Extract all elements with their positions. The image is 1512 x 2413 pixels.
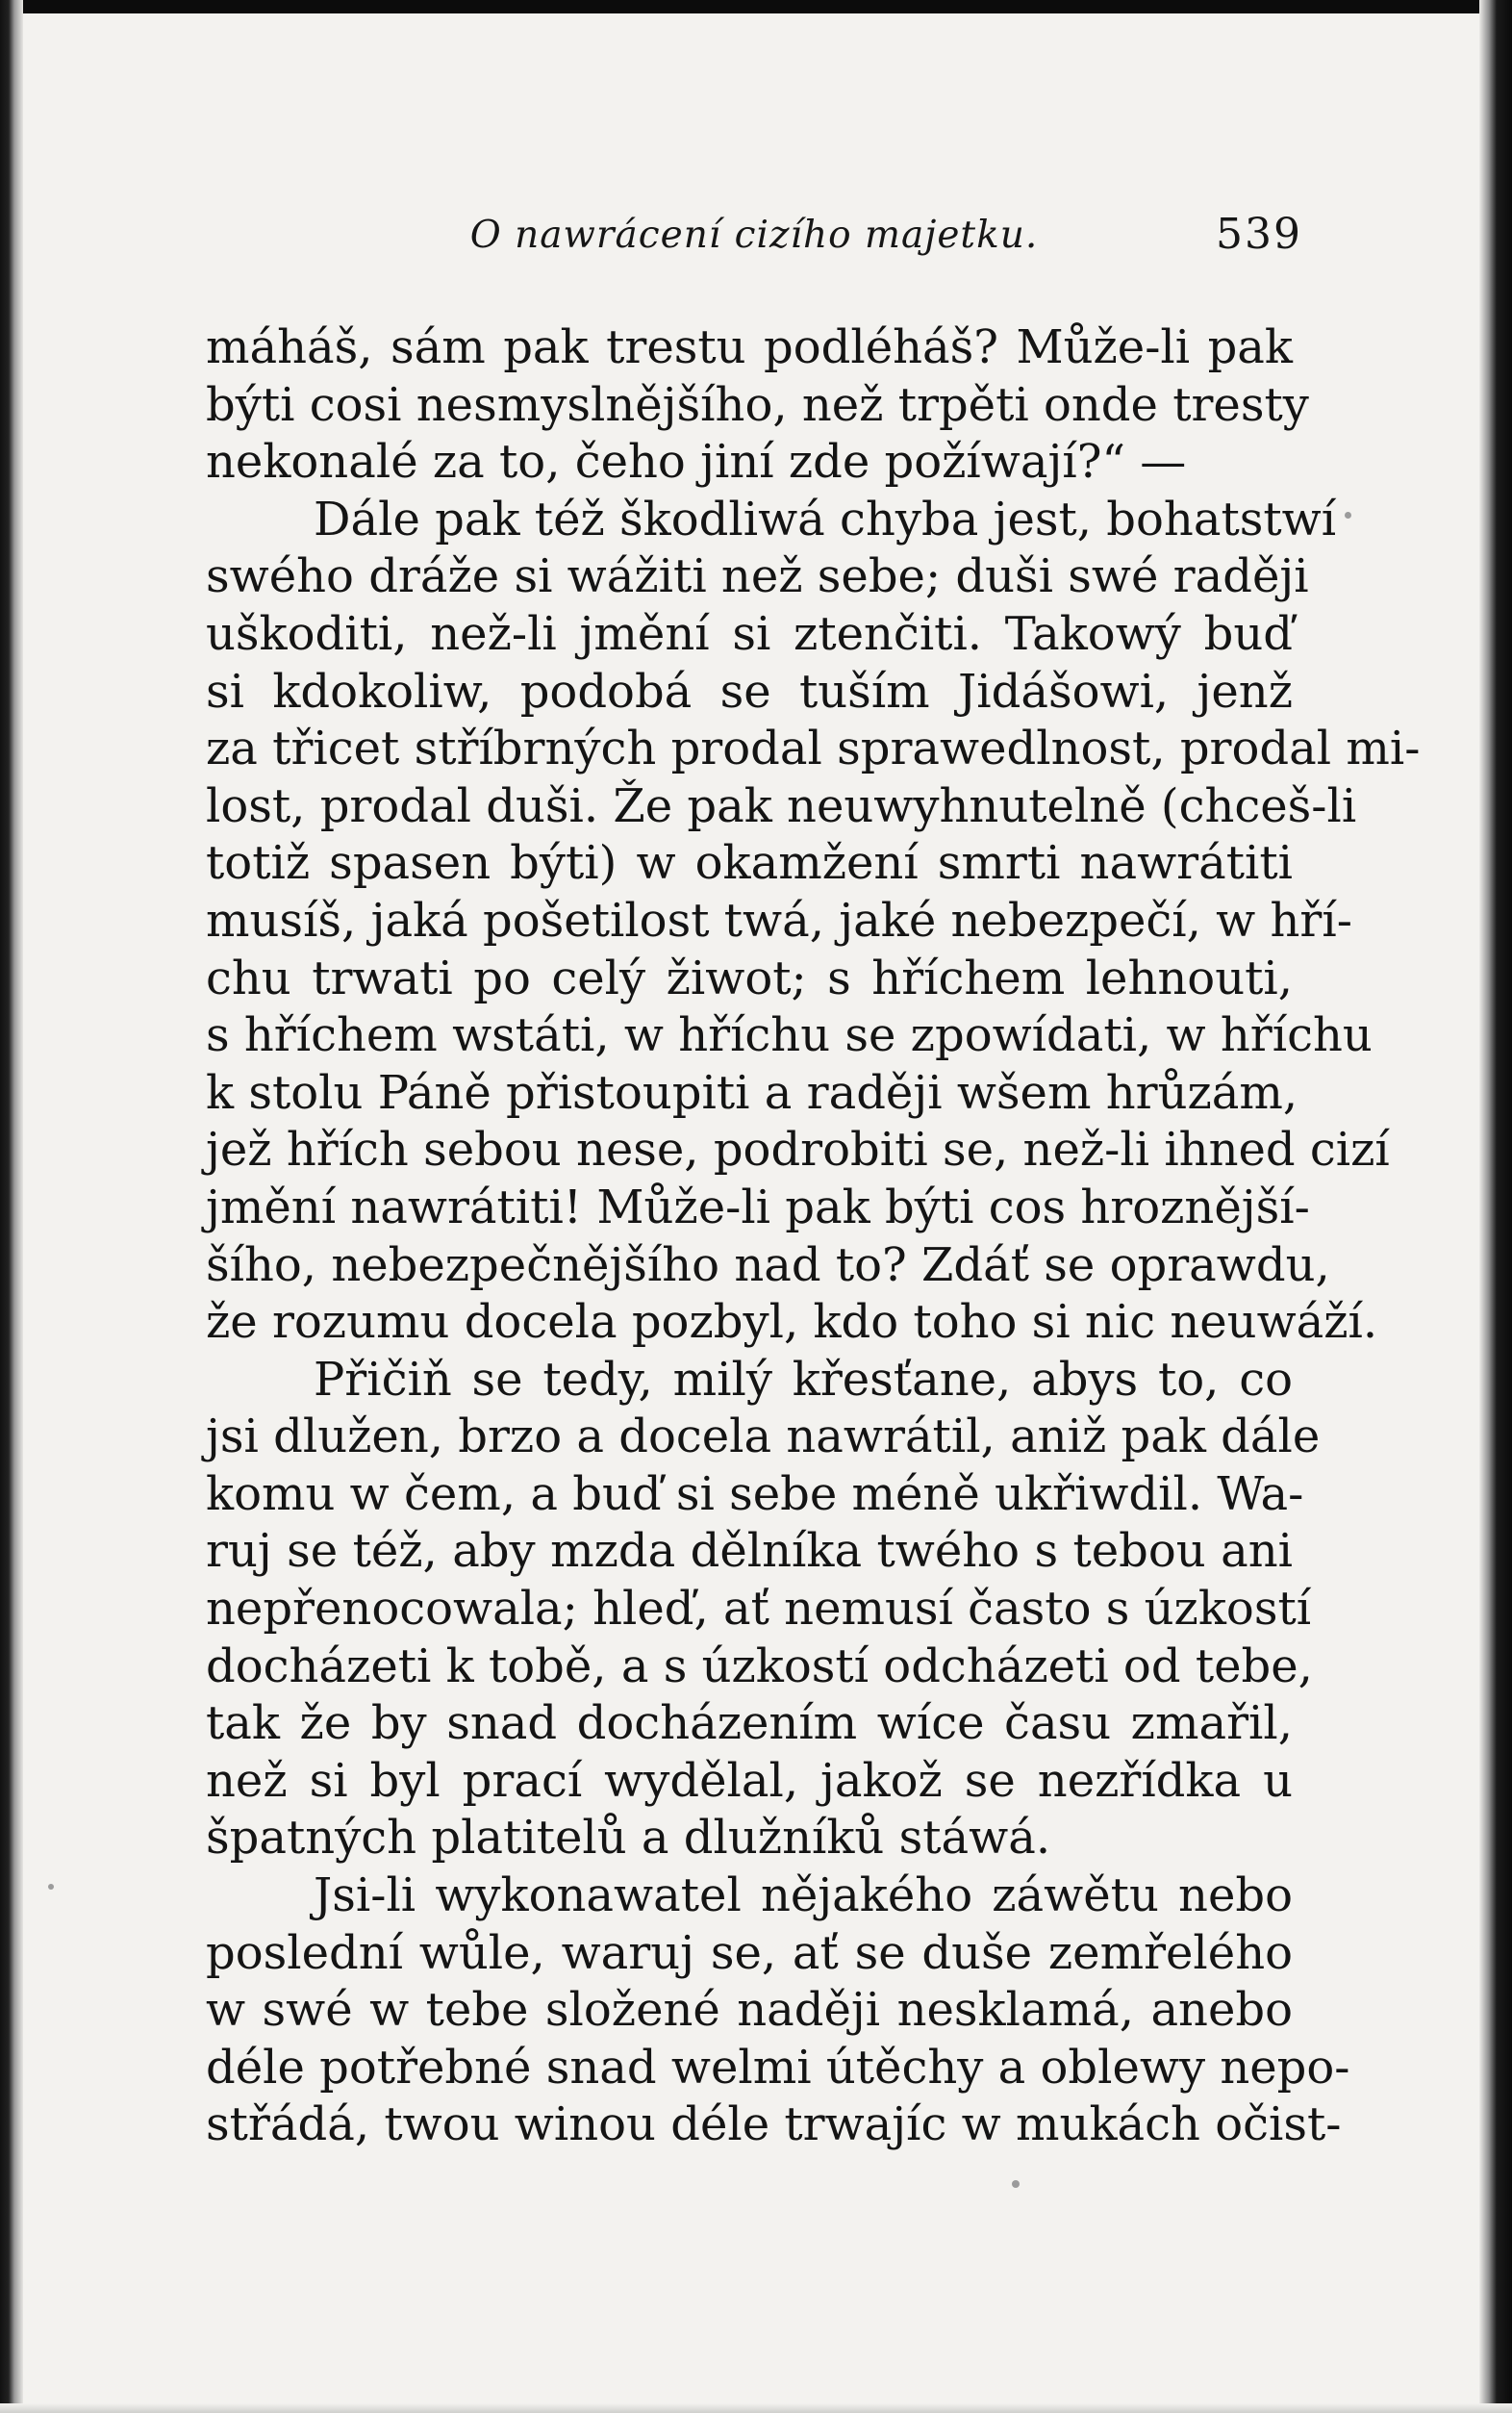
running-head: O nawrácení cizího majetku. (469, 214, 1039, 257)
text-line: s hříchem wstáti, w hříchu se zpowídati, w hříchu (206, 1008, 1373, 1063)
text-line: docházeti k tobě, a s úzkostí odcházeti od tebe, (206, 1638, 1313, 1693)
page-number: 539 (1216, 210, 1302, 259)
text-line: musíš, jaká pošetilost twá, jaké nebezpečí, w hří- (206, 893, 1352, 948)
text-line: totiž spasen býti) w okamžení smrti nawrátiti (206, 836, 1293, 891)
text-line: Jsi-li wykonawatel nějakého záwětu nebo (314, 1868, 1293, 1923)
text-line: nekonalé za to, čeho jiní zde požíwají?“ — (206, 435, 1187, 490)
scan-speck (48, 1884, 54, 1890)
text-line: než si byl prací wydělal, jakož se nezřídka u (206, 1753, 1293, 1808)
scan-left-border (0, 0, 23, 2413)
page-header (206, 210, 1302, 271)
text-line: šího, nebezpečnějšího nad to? Zdáť se oprawdu, (206, 1237, 1330, 1292)
text-line: Přičiň se tedy, milý křesťane, abys to, co (314, 1352, 1293, 1407)
text-line: střádá, twou winou déle trwajíc w mukách očist- (206, 2097, 1342, 2152)
text-line: poslední wůle, waruj se, ať se duše zemřelého (206, 1925, 1293, 1980)
scan-bottom-shadow (0, 2403, 1512, 2413)
text-line: ruj se též, aby mzda dělníka twého s tebou ani (206, 1524, 1293, 1579)
text-line: nepřenocowala; hleď, ať nemusí často s úzkostí (206, 1582, 1312, 1637)
text-line: tak že by snad docházením wíce času zmařil, (206, 1696, 1293, 1751)
text-line: jež hřích sebou nese, podrobiti se, než-li ihned cizí (206, 1123, 1390, 1178)
text-line: že rozumu docela pozbyl, kdo toho si nic neuwáží. (206, 1295, 1378, 1350)
scan-speck (1012, 2180, 1020, 2188)
text-line: k stolu Páně přistoupiti a raději wšem hrůzám, (206, 1065, 1298, 1120)
text-line: jsi dlužen, brzo a docela nawrátil, aniž pak dále (206, 1410, 1321, 1464)
text-line: uškoditi, než-li jmění si ztenčiti. Takowý buď (206, 606, 1293, 661)
body-text (206, 319, 1421, 2154)
text-line: lost, prodal duši. Že pak neuwyhnutelně (chceš-li (206, 778, 1357, 833)
scan-top-border (0, 0, 1512, 13)
text-line: komu w čem, a buď si sebe méně ukřiwdil. Wa- (206, 1466, 1304, 1521)
text-line: býti cosi nesmyslnějšího, než trpěti onde tresty (206, 377, 1309, 432)
text-line: chu trwati po celý žiwot; s hříchem lehnouti, (206, 951, 1293, 1005)
text-line: špatných platitelů a dlužníků stáwá. (206, 1811, 1051, 1866)
scan-right-border (1479, 0, 1512, 2413)
text-line: jmění nawrátiti! Může-li pak býti cos hroznější- (206, 1180, 1310, 1234)
text-line: Dále pak též škodliwá chyba jest, bohatstwí (314, 492, 1337, 546)
text-line: déle potřebné snad welmi útěchy a oblewy nepo- (206, 2040, 1350, 2095)
text-line: za třicet stříbrných prodal sprawedlnost, prodal mi- (206, 722, 1421, 776)
text-line: w swé w tebe složené naději nesklamá, anebo (206, 1983, 1293, 2038)
scan-speck (1345, 512, 1351, 519)
text-line: swého dráže si wážiti než sebe; duši swé raději (206, 549, 1309, 604)
text-line: si kdokoliw, podobá se tuším Jidášowi, jenž (206, 664, 1293, 719)
text-line: máháš, sám pak trestu podléháš? Může-li pak (206, 320, 1293, 374)
